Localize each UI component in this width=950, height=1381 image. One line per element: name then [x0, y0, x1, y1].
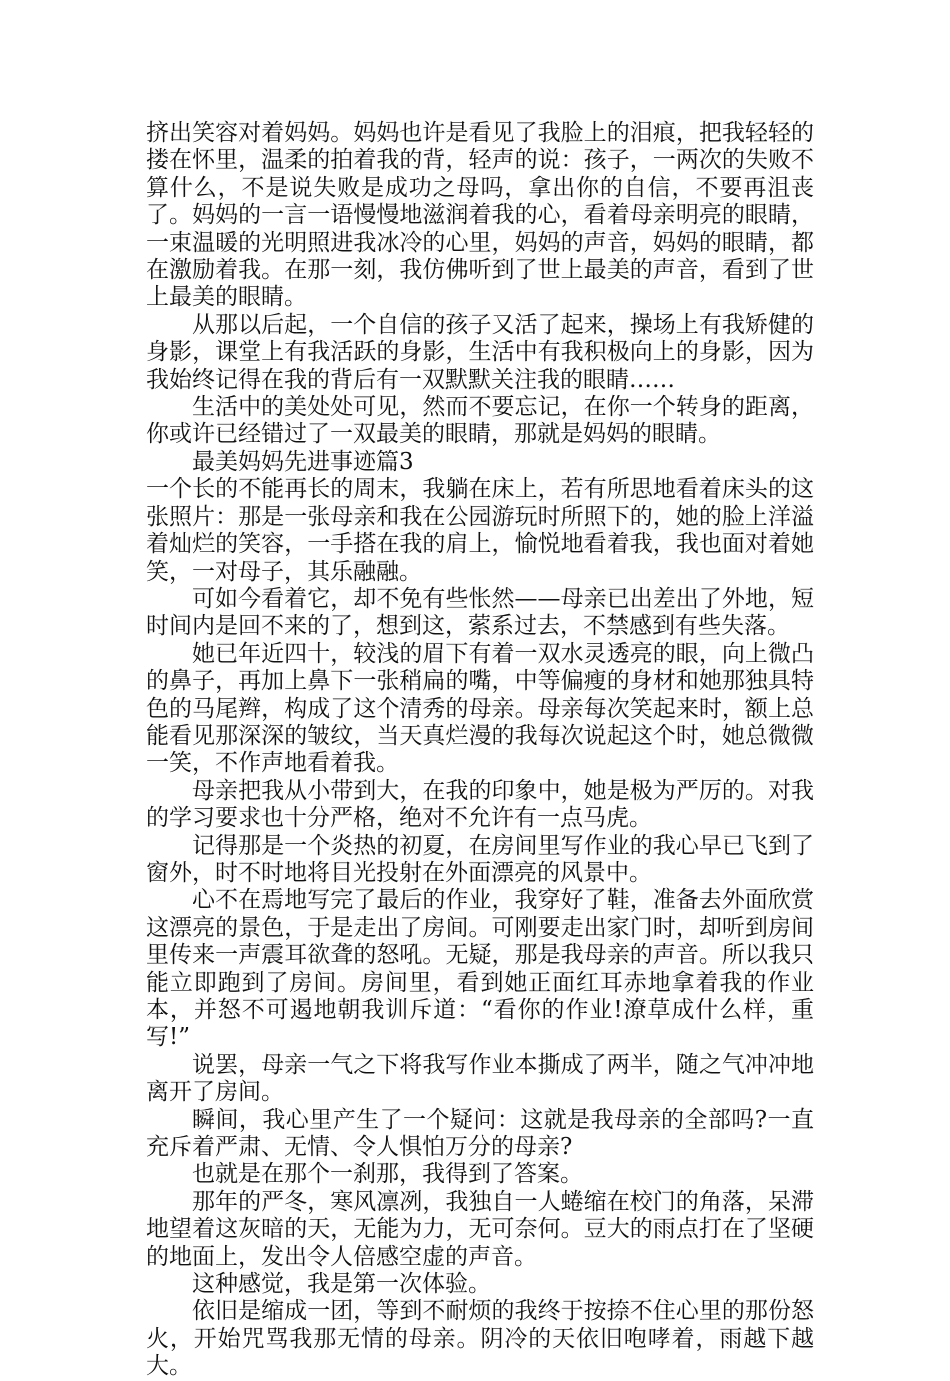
paragraph-continuation: 一个长的不能再长的周末，我躺在床上，若有所思地看着床头的这张照片：那是一张母亲和我在公园游玩时所照下的，她的脸上洋溢着灿烂的笑容，一手搭在我的肩上，愉悦地看着我，我也面对着她笑，一对母子，其乐融融。 [146, 476, 814, 585]
paragraph: 她已年近四十，较浅的眉下有着一双水灵透亮的眼，向上微凸的鼻子，再加上鼻下一张稍扁的嘴，中等偏瘦的身材和她那独具特色的马尾辫，构成了这个清秀的母亲。母亲每次笑起来时，额上总能看见那深深的皱纹，当天真烂漫的我每次说起这个时，她总微微一笑，不作声地看着我。 [146, 640, 814, 777]
paragraph: 记得那是一个炎热的初夏，在房间里写作业的我心早已飞到了窗外，时不时地将目光投射在外面漂亮的风景中。 [146, 832, 814, 886]
paragraph: 可如今看着它，却不免有些怅然——母亲已出差出了外地，短时间内是回不来的了，想到这，萦系过去，不禁感到有些失落。 [146, 585, 814, 640]
paragraph: 瞬间，我心里产生了一个疑问：这就是我母亲的全部吗?一直充斥着严肃、无情、令人惧怕万分的母亲? [146, 1106, 814, 1161]
paragraph: 这种感觉，我是第一次体验。 [192, 1271, 491, 1298]
document-body [146, 120, 814, 1381]
paragraph: 依旧是缩成一团，等到不耐烦的我终于按捺不住心里的那份怒火，开始咒骂我那无情的母亲。阴冷的天依旧咆哮着，雨越下越大。 [146, 1298, 814, 1380]
paragraph: 母亲把我从小带到大，在我的印象中，她是极为严厉的。对我的学习要求也十分严格，绝对不允许有一点马虎。 [146, 777, 814, 832]
paragraph-continuation: 挤出笑容对着妈妈。妈妈也许是看见了我脸上的泪痕，把我轻轻的搂在怀里，温柔的拍着我的背，轻声的说：孩子，一两次的失败不算什么，不是说失败是成功之母吗，拿出你的自信，不要再沮丧了。妈妈的一言一语慢慢地滋润着我的心，看着母亲明亮的眼睛，一束温暖的光明照进我冰冷的心里，妈妈的声音，妈妈的眼睛，都在激励着我。在那一刻，我仿佛听到了世上最美的声音，看到了世上最美的眼睛。 [146, 120, 814, 311]
paragraph: 那年的严冬，寒风凛冽，我独自一人蜷缩在校门的角落，呆滞地望着这灰暗的天，无能为力，无可奈何。豆大的雨点打在了坚硬的地面上，发出令人倍感空虚的声音。 [146, 1188, 814, 1270]
paragraph: 生活中的美处处可见，然而不要忘记，在你一个转身的距离，你或许已经错过了一双最美的眼睛，那就是妈妈的眼睛。 [146, 394, 814, 448]
paragraph: 从那以后起，一个自信的孩子又活了起来，操场上有我矫健的身影，课堂上有我活跃的身影，生活中有我积极向上的身影，因为我始终记得在我的背后有一双默默关注我的眼睛…… [146, 311, 814, 393]
paragraph: 说罢，母亲一气之下将我写作业本撕成了两半，随之气冲冲地离开了房间。 [146, 1051, 814, 1106]
section-heading: 最美妈妈先进事迹篇3 [192, 448, 414, 475]
paragraph: 也就是在那个一刹那，我得到了答案。 [192, 1161, 583, 1188]
paragraph: 心不在焉地写完了最后的作业，我穿好了鞋，准备去外面欣赏这漂亮的景色，于是走出了房间。可刚要走出家门时，却听到房间里传来一声震耳欲聋的怒吼。无疑，那是我母亲的声音。所以我只能立即跑到了房间。房间里，看到她正面红耳赤地拿着我的作业本，并怒不可遏地朝我训斥道：“看你的作业!潦草成什么样，重写!” [146, 887, 814, 1051]
